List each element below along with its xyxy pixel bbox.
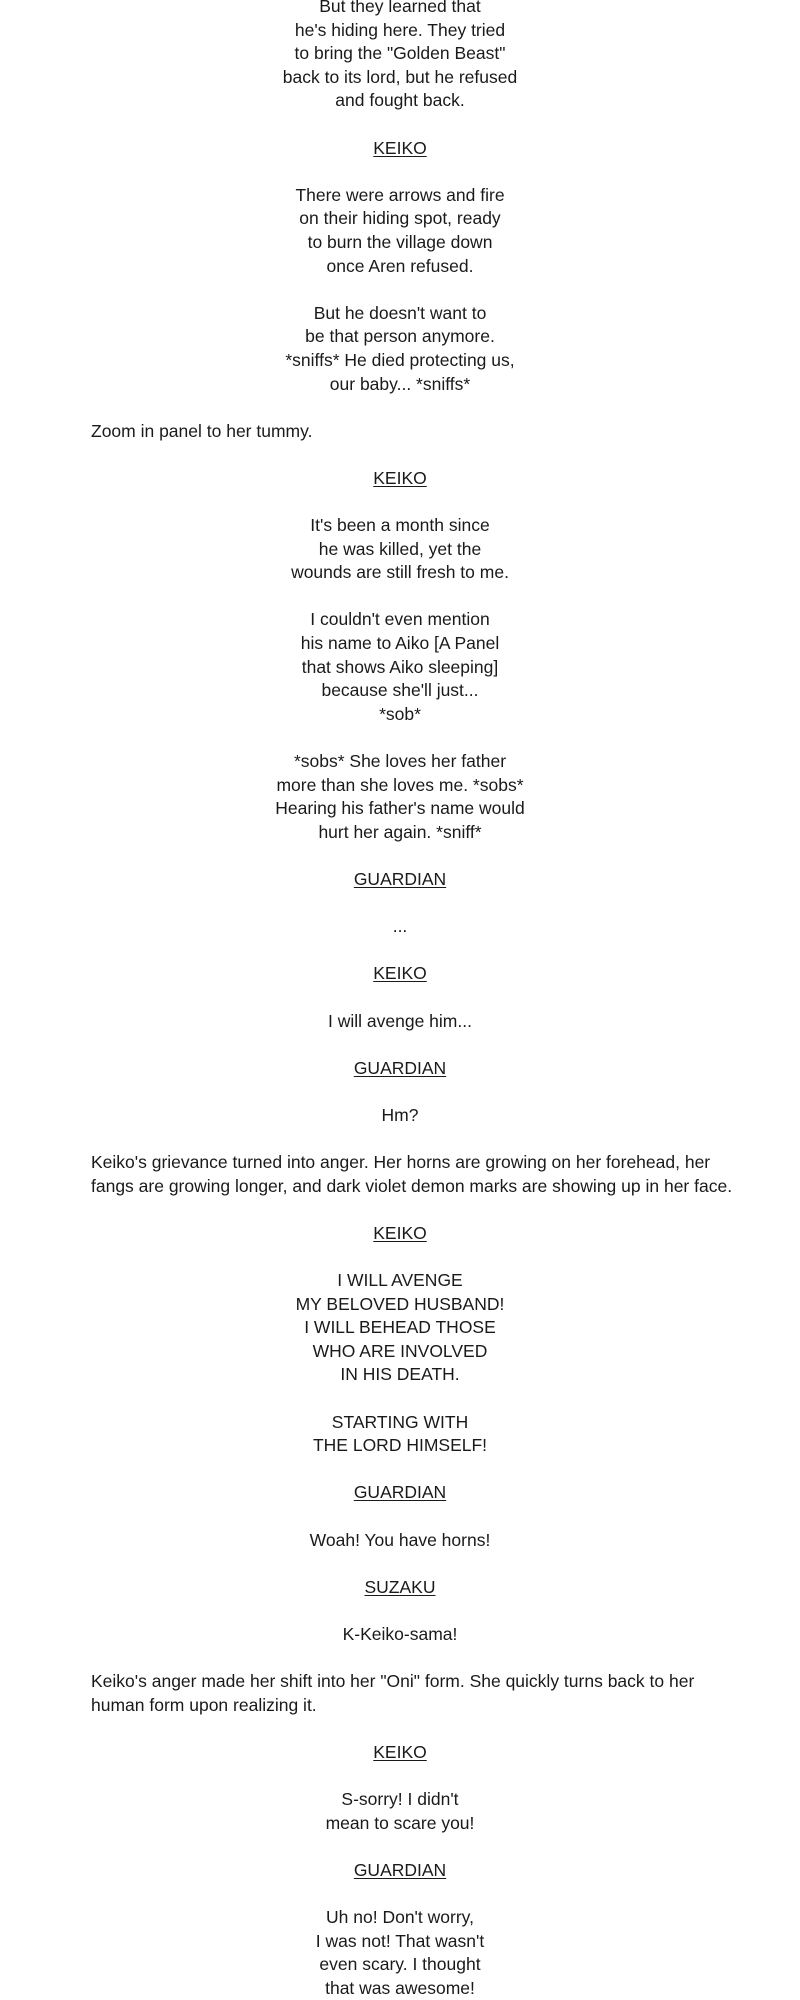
dialogue-block bbox=[0, 0, 800, 113]
block-spacer bbox=[0, 844, 800, 868]
dialogue-block bbox=[0, 1104, 800, 1128]
dialogue-line: on their hiding spot, ready bbox=[299, 208, 501, 229]
speaker-cue bbox=[0, 1741, 800, 1765]
speaker-cue bbox=[0, 962, 800, 986]
dialogue-line: I WILL BEHEAD THOSE bbox=[304, 1317, 496, 1338]
block-spacer bbox=[0, 892, 800, 916]
action-line: fangs are growing longer, and dark violet demon marks are showing up in her face. bbox=[91, 1175, 733, 1196]
dialogue-line: he's hiding here. They tried bbox=[294, 19, 506, 40]
block-spacer bbox=[0, 113, 800, 137]
block-spacer bbox=[0, 396, 800, 420]
dialogue-line: IN HIS DEATH. bbox=[340, 1364, 460, 1385]
dialogue-line: his name to Aiko [A Panel bbox=[300, 633, 500, 654]
dialogue-line: to burn the village down bbox=[307, 231, 493, 252]
dialogue-block bbox=[0, 1623, 800, 1647]
block-spacer bbox=[0, 1835, 800, 1859]
block-spacer bbox=[0, 1552, 800, 1576]
action-block bbox=[0, 420, 800, 444]
block-spacer bbox=[0, 1883, 800, 1907]
dialogue-line: STARTING WITH bbox=[331, 1411, 469, 1432]
dialogue-line: and fought back. bbox=[335, 90, 465, 111]
speaker-cue bbox=[0, 467, 800, 491]
dialogue-line: our baby... *sniffs* bbox=[329, 373, 471, 394]
dialogue-line: *sniffs* He died protecting us, bbox=[285, 349, 515, 370]
dialogue-line: *sobs* She loves her father bbox=[293, 751, 507, 771]
action-block bbox=[0, 1670, 800, 1717]
dialogue-line: S-sorry! I didn't bbox=[341, 1789, 459, 1810]
speaker-cue bbox=[0, 1481, 800, 1505]
speaker-cue bbox=[0, 1859, 800, 1883]
dialogue-line: I couldn't even mention bbox=[310, 609, 490, 630]
speaker-name: KEIKO bbox=[373, 1222, 427, 1243]
dialogue-block bbox=[0, 1906, 800, 2000]
block-spacer bbox=[0, 1505, 800, 1529]
dialogue-block bbox=[0, 1411, 800, 1458]
block-spacer bbox=[0, 726, 800, 750]
dialogue-line: I WILL AVENGE bbox=[337, 1270, 463, 1291]
dialogue-block bbox=[0, 750, 800, 844]
speaker-name: GUARDIAN bbox=[353, 1482, 447, 1503]
dialogue-line: wounds are still fresh to me. bbox=[291, 562, 509, 583]
block-spacer bbox=[0, 1128, 800, 1152]
block-spacer bbox=[0, 1765, 800, 1789]
speaker-name: KEIKO bbox=[373, 1741, 427, 1762]
action-block bbox=[0, 1151, 800, 1198]
block-spacer bbox=[0, 585, 800, 609]
block-spacer bbox=[0, 490, 800, 514]
action-line: Keiko's grievance turned into anger. Her horns are growing on her forehead, her bbox=[91, 1152, 711, 1173]
dialogue-block bbox=[0, 915, 800, 939]
block-spacer bbox=[0, 443, 800, 467]
dialogue-block bbox=[0, 1010, 800, 1034]
dialogue-line: K-Keiko-sama! bbox=[342, 1623, 458, 1644]
speaker-name: SUZAKU bbox=[364, 1576, 436, 1597]
dialogue-line: back to its lord, but he refused bbox=[282, 66, 518, 87]
dialogue-block bbox=[0, 1788, 800, 1835]
speaker-cue bbox=[0, 868, 800, 892]
block-spacer bbox=[0, 1033, 800, 1057]
dialogue-line: I was not! That wasn't bbox=[315, 1930, 485, 1951]
block-spacer bbox=[0, 1245, 800, 1269]
dialogue-line: THE LORD HIMSELF! bbox=[312, 1435, 488, 1456]
speaker-name: KEIKO bbox=[373, 467, 427, 488]
block-spacer bbox=[0, 1647, 800, 1671]
dialogue-line: hurt her again. *sniff* bbox=[318, 821, 482, 842]
block-spacer bbox=[0, 1717, 800, 1741]
dialogue-block bbox=[0, 1269, 800, 1387]
speaker-cue bbox=[0, 1576, 800, 1600]
dialogue-line: MY BELOVED HUSBAND! bbox=[295, 1293, 505, 1314]
block-spacer bbox=[0, 1080, 800, 1104]
dialogue-line: mean to scare you! bbox=[325, 1812, 475, 1833]
action-line: Keiko's anger made her shift into her "Oni" form. She quickly turns back to her bbox=[91, 1671, 695, 1692]
speaker-name: KEIKO bbox=[373, 963, 427, 984]
dialogue-block bbox=[0, 514, 800, 585]
block-spacer bbox=[0, 1599, 800, 1623]
dialogue-line: Uh no! Don't worry, bbox=[326, 1907, 474, 1928]
dialogue-line: *sob* bbox=[379, 703, 421, 724]
action-line: Zoom in panel to her tummy. bbox=[91, 420, 313, 441]
speaker-name: KEIKO bbox=[373, 137, 427, 158]
dialogue-block bbox=[0, 608, 800, 726]
dialogue-block bbox=[0, 1529, 800, 1553]
speaker-name: GUARDIAN bbox=[353, 868, 447, 889]
dialogue-line: ... bbox=[392, 916, 408, 937]
dialogue-block bbox=[0, 184, 800, 278]
dialogue-line: even scary. I thought bbox=[319, 1954, 481, 1975]
dialogue-line: Hm? bbox=[381, 1104, 419, 1125]
dialogue-line: It's been a month since bbox=[310, 515, 490, 536]
dialogue-line: that was awesome! bbox=[325, 1977, 475, 1998]
dialogue-line: WHO ARE INVOLVED bbox=[312, 1340, 488, 1361]
speaker-name: GUARDIAN bbox=[353, 1859, 447, 1880]
dialogue-line: to bring the "Golden Beast" bbox=[294, 43, 506, 64]
speaker-cue bbox=[0, 137, 800, 161]
speaker-cue bbox=[0, 1222, 800, 1246]
block-spacer bbox=[0, 939, 800, 963]
speaker-name: GUARDIAN bbox=[353, 1057, 447, 1078]
dialogue-line: But they learned that bbox=[319, 0, 481, 16]
dialogue-line: Woah! You have horns! bbox=[309, 1529, 491, 1550]
block-spacer bbox=[0, 986, 800, 1010]
dialogue-block bbox=[0, 302, 800, 396]
action-line: human form upon realizing it. bbox=[91, 1694, 317, 1715]
dialogue-line: But he doesn't want to bbox=[313, 302, 487, 323]
dialogue-line: because she'll just... bbox=[321, 680, 479, 701]
dialogue-line: once Aren refused. bbox=[326, 255, 474, 276]
block-spacer bbox=[0, 1458, 800, 1482]
dialogue-line: I will avenge him... bbox=[328, 1010, 472, 1031]
block-spacer bbox=[0, 160, 800, 184]
dialogue-line: be that person anymore. bbox=[305, 326, 495, 347]
dialogue-line: Hearing his father's name would bbox=[275, 798, 525, 819]
dialogue-line: There were arrows and fire bbox=[295, 184, 505, 205]
dialogue-line: that shows Aiko sleeping] bbox=[301, 656, 499, 677]
dialogue-line: he was killed, yet the bbox=[318, 538, 482, 559]
block-spacer bbox=[0, 1198, 800, 1222]
block-spacer bbox=[0, 278, 800, 302]
speaker-cue bbox=[0, 1057, 800, 1081]
block-spacer bbox=[0, 1387, 800, 1411]
dialogue-line: more than she loves me. *sobs* bbox=[276, 774, 524, 795]
